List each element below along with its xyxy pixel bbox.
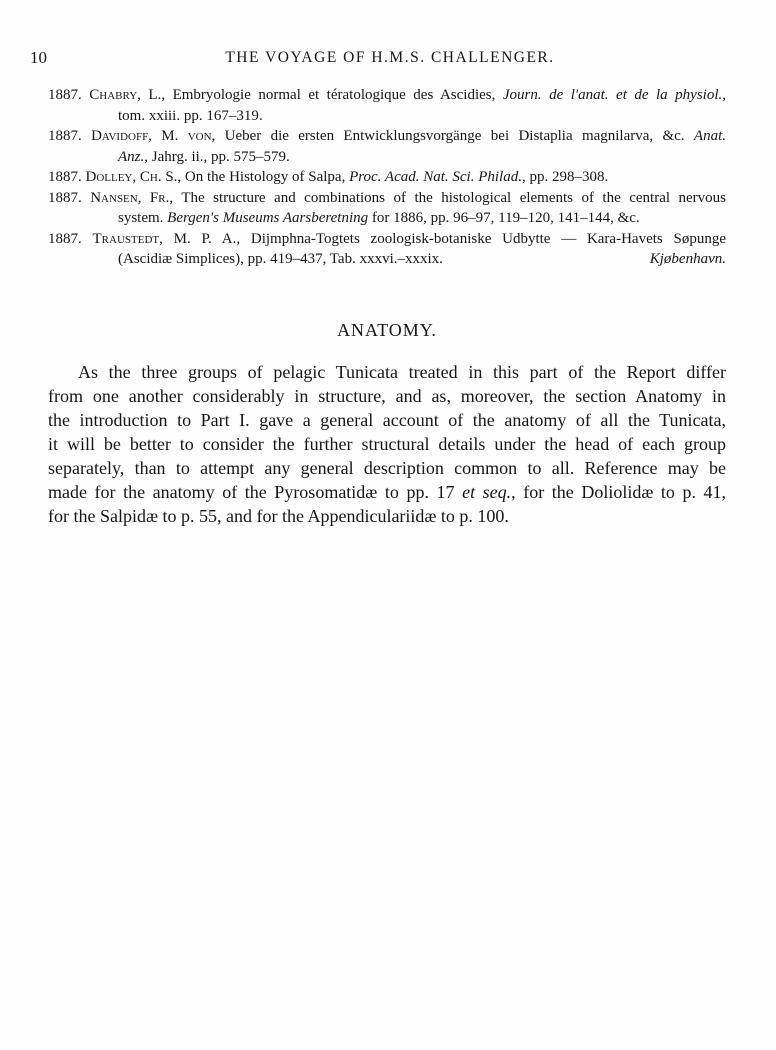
bibliography-entry-nansen bbox=[48, 188, 726, 229]
entry-line bbox=[48, 229, 726, 250]
entry-author: Nansen, Fr., bbox=[90, 189, 174, 206]
entry-line bbox=[48, 126, 726, 147]
entry-journal: Proc. Acad. Nat. Sci. Philad., bbox=[349, 169, 526, 185]
entry-pages: for 1886, pp. 96–97, 119–120, 141–144, &c. bbox=[371, 210, 640, 226]
entry-place: Kjøbenhavn. bbox=[649, 251, 726, 267]
entry-year: 1887. bbox=[48, 230, 82, 247]
entry-line bbox=[48, 249, 726, 270]
running-head bbox=[0, 47, 776, 69]
entry-title: Dijmphna-Togtets zoologisk-botaniske Udbytte — Kara-Havets Søpunge bbox=[250, 230, 726, 247]
entry-journal: Journ. de l'anat. et de la physiol., bbox=[502, 87, 727, 103]
paragraph-text: , for the Doliolidæ to p. 41, bbox=[511, 482, 727, 502]
entry-line bbox=[48, 167, 726, 188]
entry-line bbox=[48, 188, 726, 209]
paragraph-line: from one another considerably in structure, and as, moreover, the section Anatomy in bbox=[48, 386, 726, 406]
running-title: THE VOYAGE OF H.M.S. CHALLENGER. bbox=[225, 49, 555, 66]
entry-author: Traustedt, M. P. A., bbox=[92, 230, 241, 247]
entry-pages: pp. 298–308. bbox=[529, 169, 609, 185]
paragraph-text: made for the anatomy of the Pyrosomatidæ to pp. 17 bbox=[48, 482, 455, 502]
entry-author: Davidoff, M. von, bbox=[91, 128, 216, 144]
entry-year: 1887. bbox=[48, 128, 82, 144]
entry-title: On the Histology of Salpa, bbox=[184, 169, 346, 185]
section-paragraph bbox=[48, 360, 726, 528]
paragraph-line: for the Salpidæ to p. 55, and for the Appendiculariidæ to p. 100. bbox=[48, 506, 509, 526]
bibliography-entry-chabry bbox=[48, 85, 726, 126]
entry-author: Chabry, L., bbox=[89, 87, 166, 103]
entry-pages: tom. xxiii. pp. 167–319. bbox=[118, 107, 263, 124]
paragraph-italic-text: et seq. bbox=[462, 482, 512, 502]
entry-line bbox=[48, 85, 726, 106]
entry-journal: Bergen's Museums Aarsberetning bbox=[167, 210, 369, 226]
page-number: 10 bbox=[30, 48, 47, 67]
entry-year: 1887. bbox=[48, 169, 82, 185]
entry-title: The structure and combinations of the histological elements of the central nervous bbox=[181, 189, 726, 206]
bibliography-entry-traustedt bbox=[48, 229, 726, 270]
paragraph-line: it will be better to consider the further structural details under the head of each group bbox=[48, 434, 726, 454]
entry-title: Ueber die ersten Entwicklungsvorgänge bei Distaplia magnilarva, &c. bbox=[224, 128, 685, 144]
entry-line bbox=[48, 147, 726, 168]
entry-author: Dolley, Ch. S., bbox=[85, 169, 182, 185]
entry-year: 1887. bbox=[48, 189, 82, 206]
paragraph-line bbox=[48, 480, 726, 504]
bibliography-list bbox=[48, 85, 726, 270]
bibliography-entry-davidoff bbox=[48, 126, 726, 167]
entry-pages: (Ascidiæ Simplices), pp. 419–437, Tab. xxxvi.–xxxix. bbox=[118, 251, 443, 267]
paragraph-line: the introduction to Part I. gave a general account of the anatomy of all the Tunicata, bbox=[48, 410, 726, 430]
section-heading: ANATOMY. bbox=[337, 320, 437, 340]
entry-line bbox=[48, 106, 726, 127]
entry-journal: Anz., bbox=[118, 148, 148, 165]
entry-title: Embryologie normal et tératologique des Ascidies, bbox=[172, 87, 496, 103]
paragraph-line: As the three groups of pelagic Tunicata treated in this part of the Report differ bbox=[78, 362, 726, 382]
bibliography-entry-dolley bbox=[48, 167, 726, 188]
entry-pages: Jahrg. ii., pp. 575–579. bbox=[151, 148, 290, 165]
paragraph-line: separately, than to attempt any general description common to all. Reference may be bbox=[48, 458, 726, 478]
entry-journal: Anat. bbox=[693, 128, 727, 144]
entry-line bbox=[48, 208, 726, 229]
entry-title: system. bbox=[118, 210, 164, 226]
entry-year: 1887. bbox=[48, 87, 82, 103]
